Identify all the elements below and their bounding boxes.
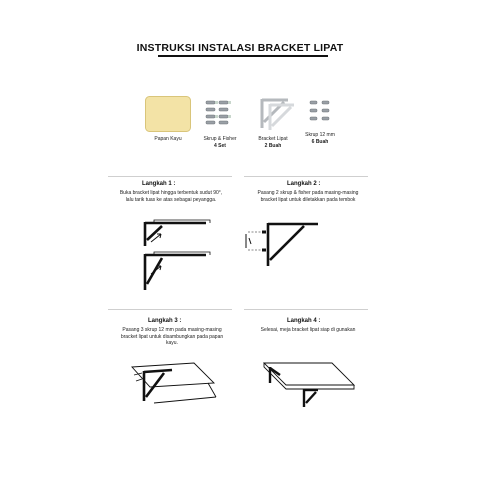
part-label: Skrup & Fisher: [203, 136, 237, 142]
step3-illustration: [124, 357, 220, 423]
divider-top-left: [108, 176, 232, 177]
screw-12mm-image: [309, 99, 331, 125]
step4-illustration: [254, 357, 358, 415]
step1-text: Buka bracket lipat hingga terbentuk sudut 90°, lalu tarik tuas ke atas sebagai peyangga.: [119, 190, 223, 203]
part-label: Papan Kayu: [154, 136, 182, 142]
part-qty: 6 Buah: [311, 138, 329, 145]
part-folding-bracket: [248, 136, 298, 149]
folding-bracket-image: [258, 96, 296, 132]
part-screw-12mm: [295, 132, 345, 145]
part-label: Skrup 12 mm: [305, 132, 335, 138]
part-label: Bracket Lipat: [258, 136, 288, 142]
part-qty: 2 Buah: [264, 142, 282, 149]
title-underline: [158, 55, 328, 57]
step1-illustration: [142, 218, 214, 298]
step3-title: Langkah 3 :: [148, 318, 182, 324]
divider-mid-left: [108, 309, 232, 310]
part-qty: 4 Set: [214, 142, 226, 149]
page-title: INSTRUKSI INSTALASI BRACKET LIPAT: [136, 42, 344, 54]
divider-mid-right: [244, 309, 368, 310]
wood-board-image: [145, 96, 191, 132]
step2-title: Langkah 2 :: [287, 181, 321, 187]
screw-fisher-image: [205, 99, 235, 125]
step1-title: Langkah 1 :: [142, 181, 176, 187]
step4-title: Langkah 4 :: [287, 318, 321, 324]
step3-text: Pasang 3 skrup 12 mm pada masing-masing bracket lipat untuk disambungkan pada papan kayu.: [120, 327, 224, 346]
divider-top-right: [244, 176, 368, 177]
step2-illustration: [244, 218, 324, 272]
step2-text: Pasang 2 skrup & fisher pada masing-masing bracket lipat untuk diletakkan pada tembok: [257, 190, 359, 203]
step4-text: Selesai, meja bracket lipat siap di gunakan: [260, 327, 356, 333]
part-screw-fisher: [190, 136, 250, 149]
